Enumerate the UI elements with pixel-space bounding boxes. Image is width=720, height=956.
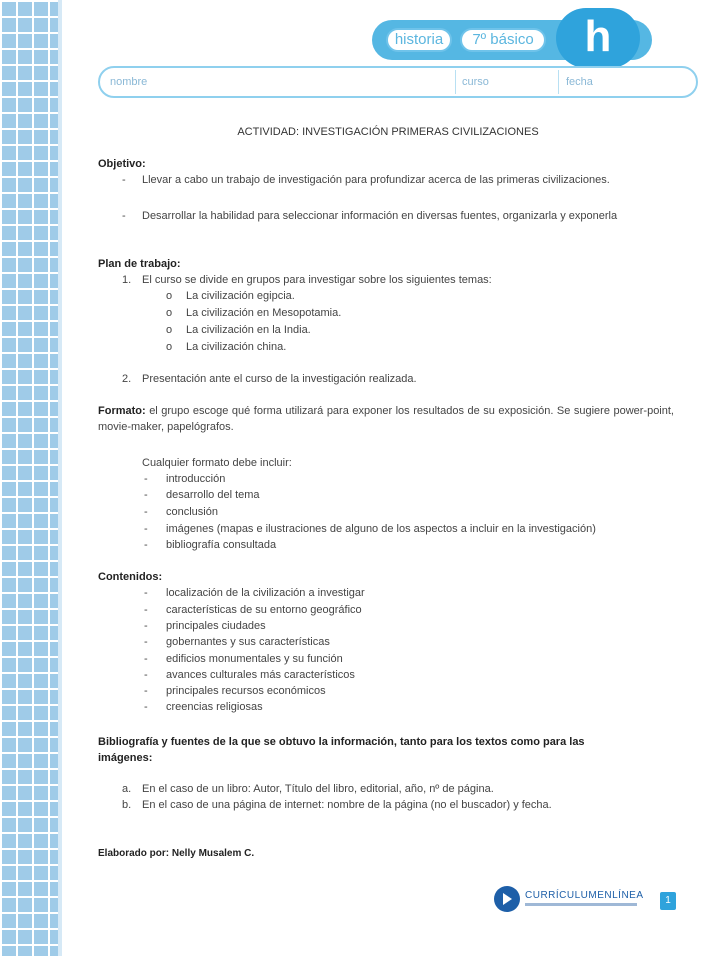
dash-marker: - xyxy=(144,701,148,713)
play-triangle-icon xyxy=(503,893,512,905)
circle-bullet-icon: o xyxy=(166,341,173,353)
plan-topic: La civilización egipcia. xyxy=(186,290,295,302)
brand-underline xyxy=(525,903,637,906)
contents-item: localización de la civilización a investigar xyxy=(166,587,365,599)
objective-item: Desarrollar la habilidad para seleccionar información en diversas fuentes, organizarla y exponerla xyxy=(142,210,618,222)
activity-title: ACTIVIDAD: INVESTIGACIÓN PRIMERAS CIVILIZACIONES xyxy=(237,126,539,138)
dash-marker: - xyxy=(144,653,148,665)
page-number: 1 xyxy=(660,892,676,910)
bibliography-item: En el caso de una página de internet: nombre de la página (no el buscador) y fecha. xyxy=(142,799,552,811)
grade-tag: 7º básico xyxy=(460,28,546,52)
circle-bullet-icon: o xyxy=(166,307,173,319)
contents-item: edificios monumentales y su función xyxy=(166,653,343,665)
contents-item: gobernantes y sus características xyxy=(166,636,330,648)
dash-marker: - xyxy=(144,523,148,535)
subject-tag: historia xyxy=(386,28,452,52)
plan-topic: La civilización en Mesopotamia. xyxy=(186,307,342,319)
circle-bullet-icon: o xyxy=(166,324,173,336)
objective-item: Llevar a cabo un trabajo de investigación para profundizar acerca de las primeras civilizaciones. xyxy=(142,174,610,186)
format-heading: Formato: xyxy=(98,405,146,417)
contents-heading: Contenidos: xyxy=(98,571,163,583)
date-field-label: fecha xyxy=(566,76,593,88)
decorative-tile-strip xyxy=(0,0,62,956)
bibliography-item: En el caso de un libro: Autor, Título del libro, editorial, año, nº de página. xyxy=(142,783,494,795)
contents-item: avances culturales más característicos xyxy=(166,669,355,681)
dash-marker: - xyxy=(144,539,148,551)
dash-marker: - xyxy=(122,210,126,222)
student-info-bar xyxy=(98,66,698,98)
divider xyxy=(558,70,559,94)
plan-step: Presentación ante el curso de la investigación realizada. xyxy=(142,373,417,385)
objective-heading: Objetivo: xyxy=(98,158,146,170)
logo-letter-icon: h xyxy=(556,8,640,68)
divider xyxy=(455,70,456,94)
author-credit: Elaborado por: Nelly Musalem C. xyxy=(98,848,255,859)
format-item: imágenes (mapas e ilustraciones de alguno de los aspectos a incluir en la investigación) xyxy=(166,523,596,535)
plan-step: El curso se divide en grupos para investigar sobre los siguientes temas: xyxy=(142,274,492,286)
format-item: conclusión xyxy=(166,506,218,518)
format-include-intro: Cualquier formato debe incluir: xyxy=(142,457,292,469)
dash-marker: - xyxy=(144,489,148,501)
letter-marker: b. xyxy=(122,799,132,811)
contents-item: creencias religiosas xyxy=(166,701,263,713)
bibliography-heading: Bibliografía y fuentes de la que se obtuvo la información, tanto para los textos como para las imágenes: xyxy=(98,736,585,764)
course-field-label: curso xyxy=(462,76,489,88)
format-item: bibliografía consultada xyxy=(166,539,277,551)
contents-item: características de su entorno geográfico xyxy=(166,604,362,616)
number-marker: 2. xyxy=(122,373,132,385)
plan-topic: La civilización en la India. xyxy=(186,324,311,336)
name-field-label: nombre xyxy=(110,76,148,88)
dash-marker: - xyxy=(144,604,148,616)
dash-marker: - xyxy=(144,620,148,632)
contents-item: principales recursos económicos xyxy=(166,685,326,697)
contents-item: principales ciudades xyxy=(166,620,266,632)
dash-marker: - xyxy=(122,174,126,186)
brand-name: CURRÍCULUMENLÍNEA xyxy=(525,890,644,901)
plan-heading: Plan de trabajo: xyxy=(98,258,181,270)
circle-bullet-icon: o xyxy=(166,290,173,302)
format-paragraph xyxy=(98,403,674,435)
plan-topic: La civilización china. xyxy=(186,341,287,353)
format-text: el grupo escoge qué forma utilizará para exponer los resultados de su exposición. Se sugiere power-point, movie-maker, papelógrafos. xyxy=(98,405,674,433)
dash-marker: - xyxy=(144,473,148,485)
strip-edge xyxy=(58,0,62,956)
format-item: desarrollo del tema xyxy=(166,489,260,501)
number-marker: 1. xyxy=(122,274,132,286)
dash-marker: - xyxy=(144,685,148,697)
dash-marker: - xyxy=(144,669,148,681)
format-item: introducción xyxy=(166,473,226,485)
dash-marker: - xyxy=(144,587,148,599)
dash-marker: - xyxy=(144,636,148,648)
letter-marker: a. xyxy=(122,783,132,795)
dash-marker: - xyxy=(144,506,148,518)
